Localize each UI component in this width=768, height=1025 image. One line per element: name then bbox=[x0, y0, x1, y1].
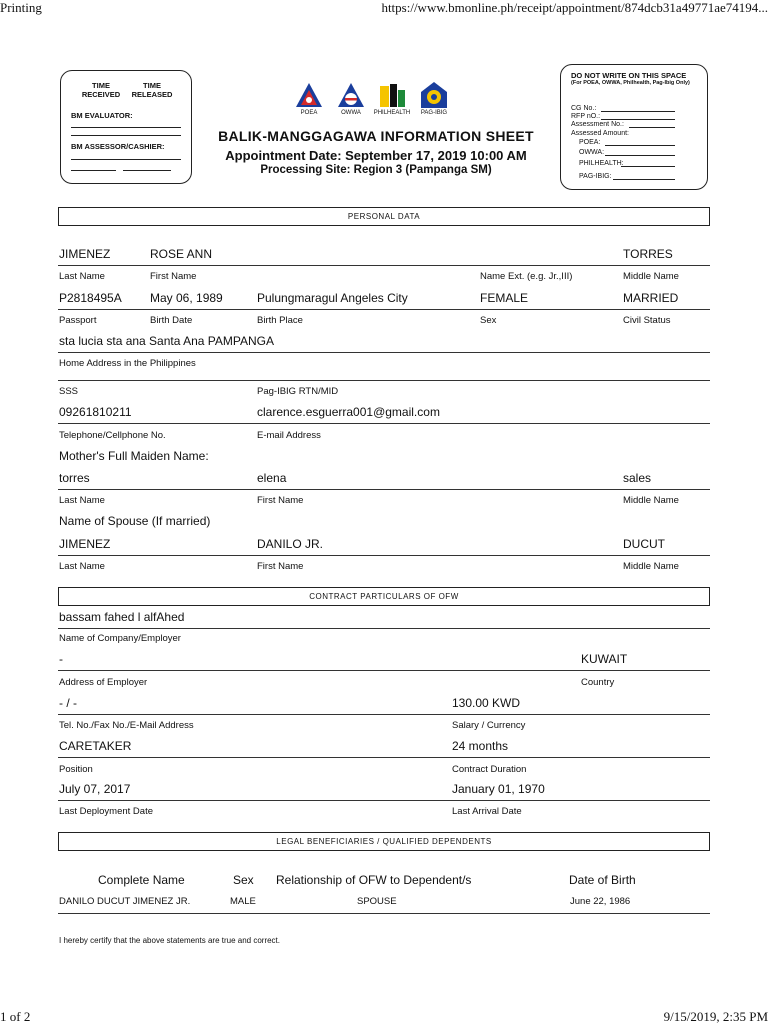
philhealth-logo: PHILHEALTH bbox=[373, 80, 411, 116]
civil-status-value: MARRIED bbox=[623, 291, 679, 305]
country-value: KUWAIT bbox=[581, 652, 628, 666]
philhealth-label: PHILHEALTH: bbox=[579, 160, 624, 167]
mother-middle-name-label: Middle Name bbox=[623, 495, 679, 506]
mother-last-name-value: torres bbox=[59, 471, 90, 485]
mother-first-name-value: elena bbox=[257, 471, 287, 485]
name-ext-label: Name Ext. (e.g. Jr.,III) bbox=[480, 271, 573, 282]
spouse-middle-name-value: DUCUT bbox=[623, 537, 665, 551]
print-footer-datetime: 9/15/2019, 2:35 PM bbox=[663, 1009, 768, 1024]
spouse-name-heading: Name of Spouse (If married) bbox=[59, 514, 211, 528]
birth-date-label: Birth Date bbox=[150, 315, 193, 326]
agency-logos bbox=[291, 80, 453, 122]
last-deployment-label: Last Deployment Date bbox=[59, 806, 153, 817]
section-contract-particulars: CONTRACT PARTICULARS OF OFW bbox=[58, 587, 710, 606]
sex-value: FEMALE bbox=[480, 291, 529, 305]
dependent-name: DANILO DUCUT JIMENEZ JR. bbox=[59, 896, 191, 907]
col-relationship: Relationship of OFW to Dependent/s bbox=[276, 873, 472, 887]
section-beneficiaries: LEGAL BENEFICIARIES / QUALIFIED DEPENDENTS bbox=[58, 832, 710, 851]
spouse-first-name-value: DANILO JR. bbox=[257, 537, 324, 551]
email-value: clarence.esguerra001@gmail.com bbox=[257, 405, 440, 419]
civil-status-label: Civil Status bbox=[623, 315, 671, 326]
passport-label: Passport bbox=[59, 315, 97, 326]
salary-value: 130.00 KWD bbox=[452, 696, 521, 710]
bm-assessor-label: BM ASSESSOR/CASHIER: bbox=[71, 142, 165, 151]
owwa-icon bbox=[336, 80, 366, 110]
home-address-value: sta lucia sta ana Santa Ana PAMPANGA bbox=[59, 334, 275, 348]
position-label: Position bbox=[59, 764, 93, 775]
sex-label: Sex bbox=[480, 315, 497, 326]
poea-icon bbox=[294, 80, 324, 110]
col-complete-name: Complete Name bbox=[98, 873, 185, 887]
assessment-no-label: Assessment No.: bbox=[571, 121, 624, 128]
mother-last-name-label: Last Name bbox=[59, 495, 105, 506]
position-value: CARETAKER bbox=[59, 739, 132, 753]
pagibig-mid-label: Pag-IBIG RTN/MID bbox=[257, 386, 339, 397]
country-label: Country bbox=[581, 677, 615, 688]
birth-date-value: May 06, 1989 bbox=[150, 291, 223, 305]
dependent-sex: MALE bbox=[230, 896, 256, 907]
salary-label: Salary / Currency bbox=[452, 720, 526, 731]
dnw-title: DO NOT WRITE ON THIS SPACE bbox=[571, 71, 687, 80]
spouse-last-name-value: JIMENEZ bbox=[59, 537, 111, 551]
dnw-subtitle: (For POEA, OWWA, Philhealth, Pag-Ibig Only) bbox=[571, 80, 690, 86]
spouse-first-name-label: First Name bbox=[257, 561, 304, 572]
employer-address-value: - bbox=[59, 652, 63, 666]
passport-value: P2818495A bbox=[59, 291, 122, 305]
pagibig-label: PAG-IBIG: bbox=[579, 173, 612, 180]
phone-label: Telephone/Cellphone No. bbox=[59, 430, 166, 441]
dependent-dob: June 22, 1986 bbox=[570, 896, 631, 907]
last-deployment-value: July 07, 2017 bbox=[59, 782, 131, 796]
cg-no-label: CG No.: bbox=[571, 105, 597, 112]
form-title: BALIK-MANGGAGAWA INFORMATION SHEET bbox=[218, 128, 534, 144]
owwa-label: OWWA: bbox=[579, 149, 605, 156]
last-arrival-label: Last Arrival Date bbox=[452, 806, 522, 817]
employer-value: bassam fahed l alfAhed bbox=[59, 610, 185, 624]
pagibig-logo: PAG-IBIG bbox=[415, 80, 453, 116]
col-date-of-birth: Date of Birth bbox=[569, 873, 636, 887]
phone-value: 09261810211 bbox=[59, 405, 132, 419]
processing-site: Processing Site: Region 3 (Pampanga SM) bbox=[260, 164, 492, 176]
spouse-middle-name-label: Middle Name bbox=[623, 561, 679, 572]
bm-evaluator-label: BM EVALUATOR: bbox=[71, 111, 133, 120]
print-header-left: Printing bbox=[0, 0, 42, 15]
poea-label: POEA: bbox=[579, 139, 601, 146]
section-personal-data: PERSONAL DATA bbox=[58, 207, 710, 226]
email-label: E-mail Address bbox=[257, 430, 321, 441]
appointment-date: Appointment Date: September 17, 2019 10:00 AM bbox=[225, 148, 527, 163]
owwa-logo: OWWA bbox=[333, 80, 369, 116]
employer-contact-value: - / - bbox=[59, 696, 77, 710]
birth-place-value: Pulungmaragul Angeles City bbox=[257, 291, 408, 305]
spouse-last-name-label: Last Name bbox=[59, 561, 105, 572]
time-released-label: TIME RELEASED bbox=[131, 81, 173, 99]
last-name-value: JIMENEZ bbox=[59, 247, 111, 261]
first-name-label: First Name bbox=[150, 271, 197, 282]
last-arrival-value: January 01, 1970 bbox=[452, 782, 545, 796]
first-name-value: ROSE ANN bbox=[150, 247, 213, 261]
employer-contact-label: Tel. No./Fax No./E-Mail Address bbox=[59, 720, 194, 731]
print-header-url: https://www.bmonline.ph/receipt/appointment/874dcb31a49771ae74194... bbox=[381, 0, 768, 15]
pagibig-icon bbox=[419, 80, 449, 110]
middle-name-label: Middle Name bbox=[623, 271, 679, 282]
print-footer-page: 1 of 2 bbox=[0, 1009, 31, 1024]
sss-label: SSS bbox=[59, 386, 79, 397]
last-name-label: Last Name bbox=[59, 271, 105, 282]
certification-statement: I hereby certify that the above statements are true and correct. bbox=[59, 936, 281, 945]
employer-label: Name of Company/Employer bbox=[59, 633, 181, 644]
col-sex: Sex bbox=[233, 873, 254, 887]
philhealth-icon bbox=[377, 80, 407, 110]
employer-address-label: Address of Employer bbox=[59, 677, 148, 688]
dependent-relationship: SPOUSE bbox=[357, 896, 397, 907]
middle-name-value: TORRES bbox=[623, 247, 673, 261]
assessed-amount-label: Assessed Amount: bbox=[571, 130, 629, 137]
poea-logo: POEA bbox=[291, 80, 327, 116]
birth-place-label: Birth Place bbox=[257, 315, 303, 326]
rfp-no-label: RFP nO.: bbox=[571, 113, 601, 120]
mother-first-name-label: First Name bbox=[257, 495, 304, 506]
contract-duration-label: Contract Duration bbox=[452, 764, 527, 775]
contract-duration-value: 24 months bbox=[452, 739, 509, 753]
time-received-label: TIME RECEIVED bbox=[81, 81, 121, 99]
mother-middle-name-value: sales bbox=[623, 471, 652, 485]
office-use-box bbox=[60, 70, 192, 184]
mother-name-heading: Mother's Full Maiden Name: bbox=[59, 449, 209, 463]
do-not-write-box bbox=[560, 64, 708, 190]
home-address-label: Home Address in the Philippines bbox=[59, 358, 196, 369]
